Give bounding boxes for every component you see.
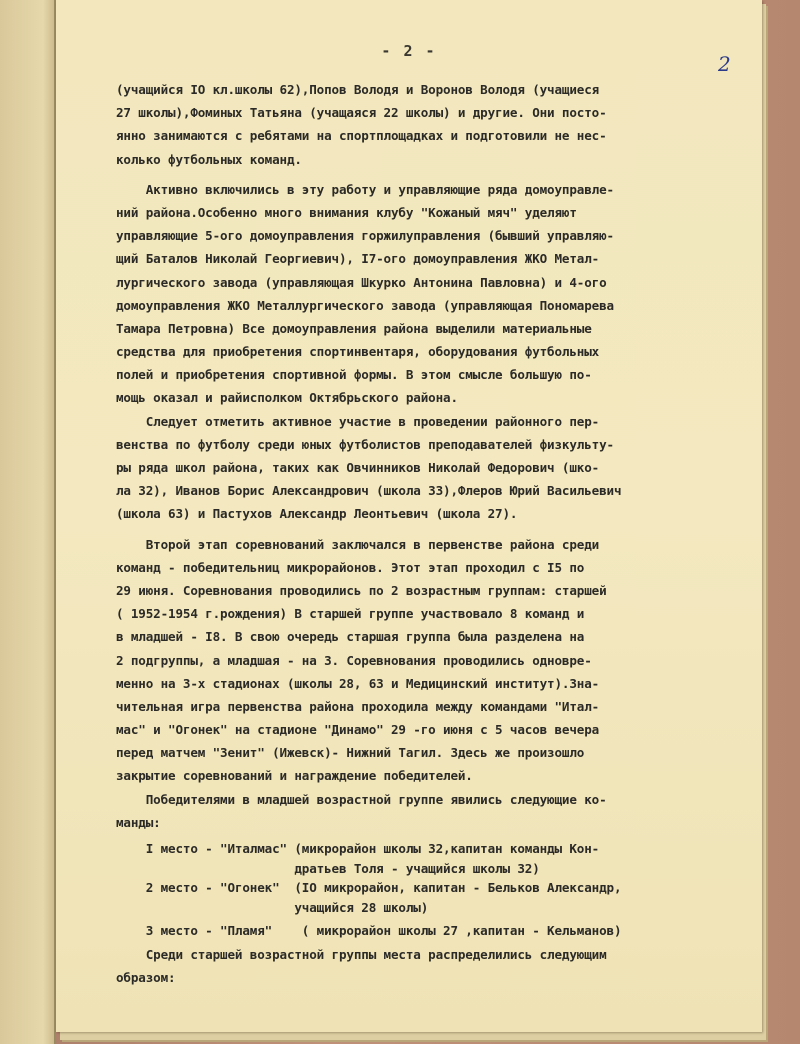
text-line: управляющие 5-ого домоуправления горжилуправления (бывший управляю- [116,228,614,244]
document-body [116,78,764,989]
text-line: ры ряда школ района, таких как Овчинников Николай Федорович (шко- [116,460,600,475]
text-line: домоуправления ЖКО Металлургического завода (управляющая Пономарева [116,297,614,313]
handwritten-page-mark: 2 [718,52,731,76]
text-line: команд - победительниц микрорайонов. Этот этап проходил с I5 по [116,559,585,575]
text-line: образом: [116,969,176,985]
text-line: 2 подгруппы, а младшая - на 3. Соревнования проводились одновре- [116,652,592,668]
text-line: перед матчем "Зенит" (Ижевск)- Нижний Тагил. Здесь же произошло [116,745,585,761]
text-line: закрытие соревнований и награждение победителей. [116,768,473,784]
text-line: 29 июня. Соревнования проводились по 2 возрастным группам: старшей [116,582,607,598]
text-line: Тамара Петровна) Все домоуправления района выделили материальные [116,320,592,336]
page-number: - 2 - [381,42,437,60]
text-line: ( 1952-1954 г.рождения) В старшей группе участвовало 8 команд и [116,606,585,622]
text-line: ний района.Особенно много внимания клубу "Кожаный мяч" уделяют [116,204,577,220]
text-line: (школа 63) и Пастухов Александр Леонтьевич (школа 27). [116,506,518,522]
text-line: менно на 3-х стадионах (школы 28, 63 и Медицинский институт).Зна- [116,675,600,691]
text-line: колько футбольных команд. [116,151,302,167]
text-line: 3 место - "Пламя" ( микрорайон школы 27 ,капитан - Кельманов) [116,923,622,939]
text-line: учащийся 28 школы) [116,900,429,916]
text-line: Следует отметить активное участие в проведении районного пер- [116,413,600,429]
text-line: мощь оказал и райисполком Октябрьского района. [116,390,458,406]
text-line: Среди старшей возрастной группы места распределились следующим [116,946,607,962]
text-line: дратьев Толя - учащийся школы 32) [116,861,540,876]
text-line: мас" и "Огонек" на стадионе "Динамо" 29 -го июня с 5 часов вечера [116,722,600,738]
text-line: манды: [116,814,161,830]
text-line: полей и приобретения спортивной формы. В этом смысле большую по- [116,367,592,383]
text-line: щий Баталов Николай Георгиевич), I7-ого домоуправления ЖКО Метал- [116,251,600,267]
text-line: венства по футболу среди юных футболистов преподавателей физкульту- [116,436,614,452]
text-line: ла 32), Иванов Борис Александрович (школа 33),Флеров Юрий Васильевич [116,483,622,499]
text-line: I место - "Италмас" (микрорайон школы 32,капитан команды Кон- [116,841,600,856]
text-line: средства для приобретения спортинвентаря, оборудования футбольных [116,344,600,360]
text-line: лургического завода (управляющая Шкурко Антонина Павловна) и 4-ого [116,274,607,290]
text-line: Победителями в младшей возрастной группе явились следующие ко- [116,791,607,807]
text-line: чительная игра первенства района проходила между командами "Итал- [116,698,600,714]
text-line: (учащийся IO кл.школы 62),Попов Володя и Воронов Володя (учащиеся [116,82,600,97]
document-page [56,0,762,1032]
text-line: Второй этап соревнований заключался в первенстве района среди [116,536,600,552]
text-line: в младшей - I8. В свою очередь старшая группа была разделена на [116,629,585,645]
text-line: 27 школы),Фоминых Татьяна (учащаяся 22 школы) и другие. Они посто- [116,105,607,121]
previous-page-edge [0,0,56,1044]
text-line: 2 место - "Огонек" (IO микрорайон, капитан - Бельков Александр, [116,880,622,896]
text-line: янно занимаются с ребятами на спортплощадках и подготовили не нес- [116,128,607,144]
text-line: Активно включились в эту работу и управляющие ряда домоуправле- [116,181,614,197]
